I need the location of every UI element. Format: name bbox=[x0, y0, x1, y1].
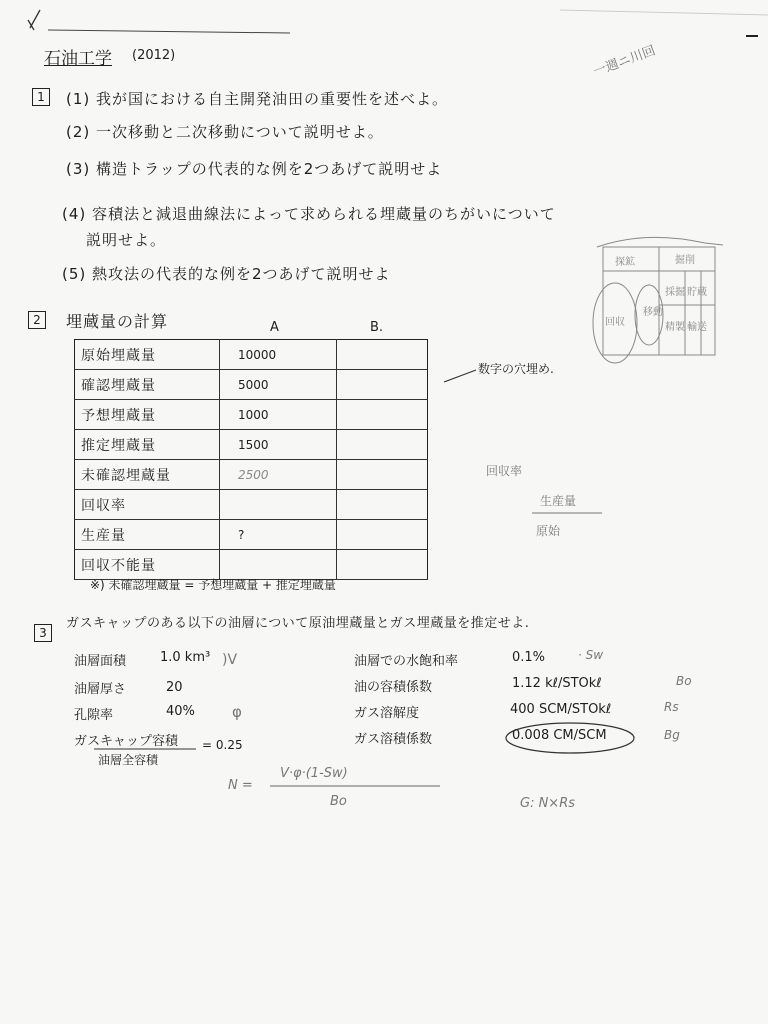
item-gas-solubility-note: Rs bbox=[664, 700, 679, 714]
sketch-label: 掘削 bbox=[675, 255, 695, 266]
item-porosity-label: 孔隙率 bbox=[74, 708, 114, 723]
question-1-1: (1) 我が国における自主開発油田の重要性を述べよ。 bbox=[66, 90, 449, 108]
item-thickness-label: 油層厚さ bbox=[74, 682, 127, 697]
table-row bbox=[75, 490, 428, 520]
cell-a: 1500 bbox=[220, 430, 337, 460]
question-1-4-cont: 説明せよ。 bbox=[86, 231, 167, 249]
item-water-sat-value: 0.1% bbox=[512, 650, 546, 665]
section2-number: 2 bbox=[28, 311, 46, 329]
table-row bbox=[75, 550, 428, 580]
cell-b bbox=[337, 370, 428, 400]
item-area-note: )V bbox=[222, 652, 238, 668]
reserve-table bbox=[74, 339, 428, 580]
cell-a: 10000 bbox=[220, 340, 337, 370]
sketch-label: 精製 bbox=[665, 322, 685, 333]
item-area-label: 油層面積 bbox=[74, 654, 127, 669]
item-oil-fvf-label: 油の容積係数 bbox=[354, 680, 433, 695]
item-gascap-label: ガスキャップ容積 bbox=[74, 734, 179, 749]
fraction-numerator: 生産量 bbox=[540, 494, 577, 508]
cell-a: 1000 bbox=[220, 400, 337, 430]
question-1-2: (2) 一次移動と二次移動について説明せよ。 bbox=[66, 123, 384, 141]
row-label: 確認埋蔵量 bbox=[75, 370, 220, 400]
row-label: 生産量 bbox=[75, 520, 220, 550]
cell-a: 2500 bbox=[220, 460, 337, 490]
cell-b bbox=[337, 430, 428, 460]
table-row bbox=[75, 340, 428, 370]
cell-b bbox=[337, 550, 428, 580]
sketch-label: 採掘 bbox=[665, 287, 685, 298]
page-title: 石油工学 bbox=[44, 49, 112, 69]
question-1-5: (5) 熱攻法の代表的な例を2つあげて説明せよ bbox=[62, 265, 391, 283]
item-thickness-value: 20 bbox=[166, 680, 183, 695]
row-label: 予想埋蔵量 bbox=[75, 400, 220, 430]
cell-a: 5000 bbox=[220, 370, 337, 400]
row-label: 回収率 bbox=[75, 490, 220, 520]
item-water-sat-note: · Sw bbox=[578, 648, 604, 662]
cell-a bbox=[220, 550, 337, 580]
pointer-line bbox=[440, 360, 480, 390]
sketch-label: 回収 bbox=[605, 317, 625, 328]
pencil-sketch bbox=[585, 225, 735, 365]
section3-number: 3 bbox=[34, 624, 52, 642]
corner-note: 一週ニ川回 bbox=[591, 43, 658, 80]
item-oil-fvf-note: Bo bbox=[676, 674, 692, 688]
item-oil-fvf-value: 1.12 kℓ/STOkℓ bbox=[512, 676, 602, 691]
table-row bbox=[75, 430, 428, 460]
row-label: 原始埋蔵量 bbox=[75, 340, 220, 370]
fill-in-note: 数字の穴埋め. bbox=[478, 362, 554, 376]
recovery-note: 回収率 bbox=[486, 464, 523, 478]
item-gas-fvf-value: 0.008 CM/SCM bbox=[512, 728, 607, 743]
item-gascap-value: = 0.25 bbox=[202, 738, 243, 752]
column-b-header: B. bbox=[370, 320, 384, 335]
formula-n-label: N = bbox=[228, 778, 253, 793]
item-gas-solubility-label: ガス溶解度 bbox=[354, 706, 420, 721]
cell-a: ? bbox=[220, 520, 337, 550]
table-footnote: ※) 未確認埋蔵量 = 予想埋蔵量 + 推定埋蔵量 bbox=[90, 578, 336, 592]
table-row bbox=[75, 370, 428, 400]
table-row bbox=[75, 520, 428, 550]
item-porosity-value: 40% bbox=[166, 704, 195, 719]
section3-question: ガスキャップのある以下の油層について原油埋蔵量とガス埋蔵量を推定せよ. bbox=[66, 616, 530, 631]
formula-n-numerator: V·φ·(1-Sw) bbox=[280, 766, 348, 781]
section2-title: 埋蔵量の計算 bbox=[66, 312, 169, 331]
formula-n-bar bbox=[268, 784, 448, 788]
item-gas-fvf-note: Bg bbox=[664, 728, 680, 742]
question-1-4: (4) 容積法と減退曲線法によって求められる埋蔵量のちがいについて bbox=[62, 205, 556, 223]
cell-b bbox=[337, 400, 428, 430]
item-area-value: 1.0 km³ bbox=[160, 650, 211, 665]
item-gas-fvf-label: ガス溶積係数 bbox=[354, 732, 433, 747]
sketch-label: 移動 bbox=[643, 307, 663, 318]
item-water-sat-label: 油層での水飽和率 bbox=[354, 654, 459, 669]
cell-b bbox=[337, 490, 428, 520]
row-label: 回収不能量 bbox=[75, 550, 220, 580]
table-row bbox=[75, 400, 428, 430]
cell-b bbox=[337, 460, 428, 490]
item-porosity-note: φ bbox=[232, 703, 242, 721]
fraction-denominator: 原始 bbox=[536, 524, 561, 538]
formula-n-denominator: Bo bbox=[330, 794, 347, 809]
cell-a bbox=[220, 490, 337, 520]
column-a-header: A bbox=[270, 320, 279, 335]
row-label: 推定埋蔵量 bbox=[75, 430, 220, 460]
year-label: (2012) bbox=[132, 48, 176, 63]
item-gascap-subnote: 油層全容積 bbox=[98, 753, 159, 767]
cell-b bbox=[337, 520, 428, 550]
question-1-3: (3) 構造トラップの代表的な例を2つあげて説明せよ bbox=[66, 160, 443, 178]
formula-g: G: N×Rs bbox=[520, 796, 576, 811]
item-gas-solubility-value: 400 SCM/STOkℓ bbox=[510, 702, 612, 717]
table-row bbox=[75, 460, 428, 490]
sketch-label: 貯蔵 bbox=[687, 287, 707, 298]
section1-number: 1 bbox=[32, 88, 50, 106]
sketch-label: 輸送 bbox=[687, 322, 707, 333]
cell-b bbox=[337, 340, 428, 370]
fraction-bar bbox=[530, 510, 610, 516]
row-label: 未確認埋蔵量 bbox=[75, 460, 220, 490]
sketch-label: 探鉱 bbox=[615, 257, 635, 268]
